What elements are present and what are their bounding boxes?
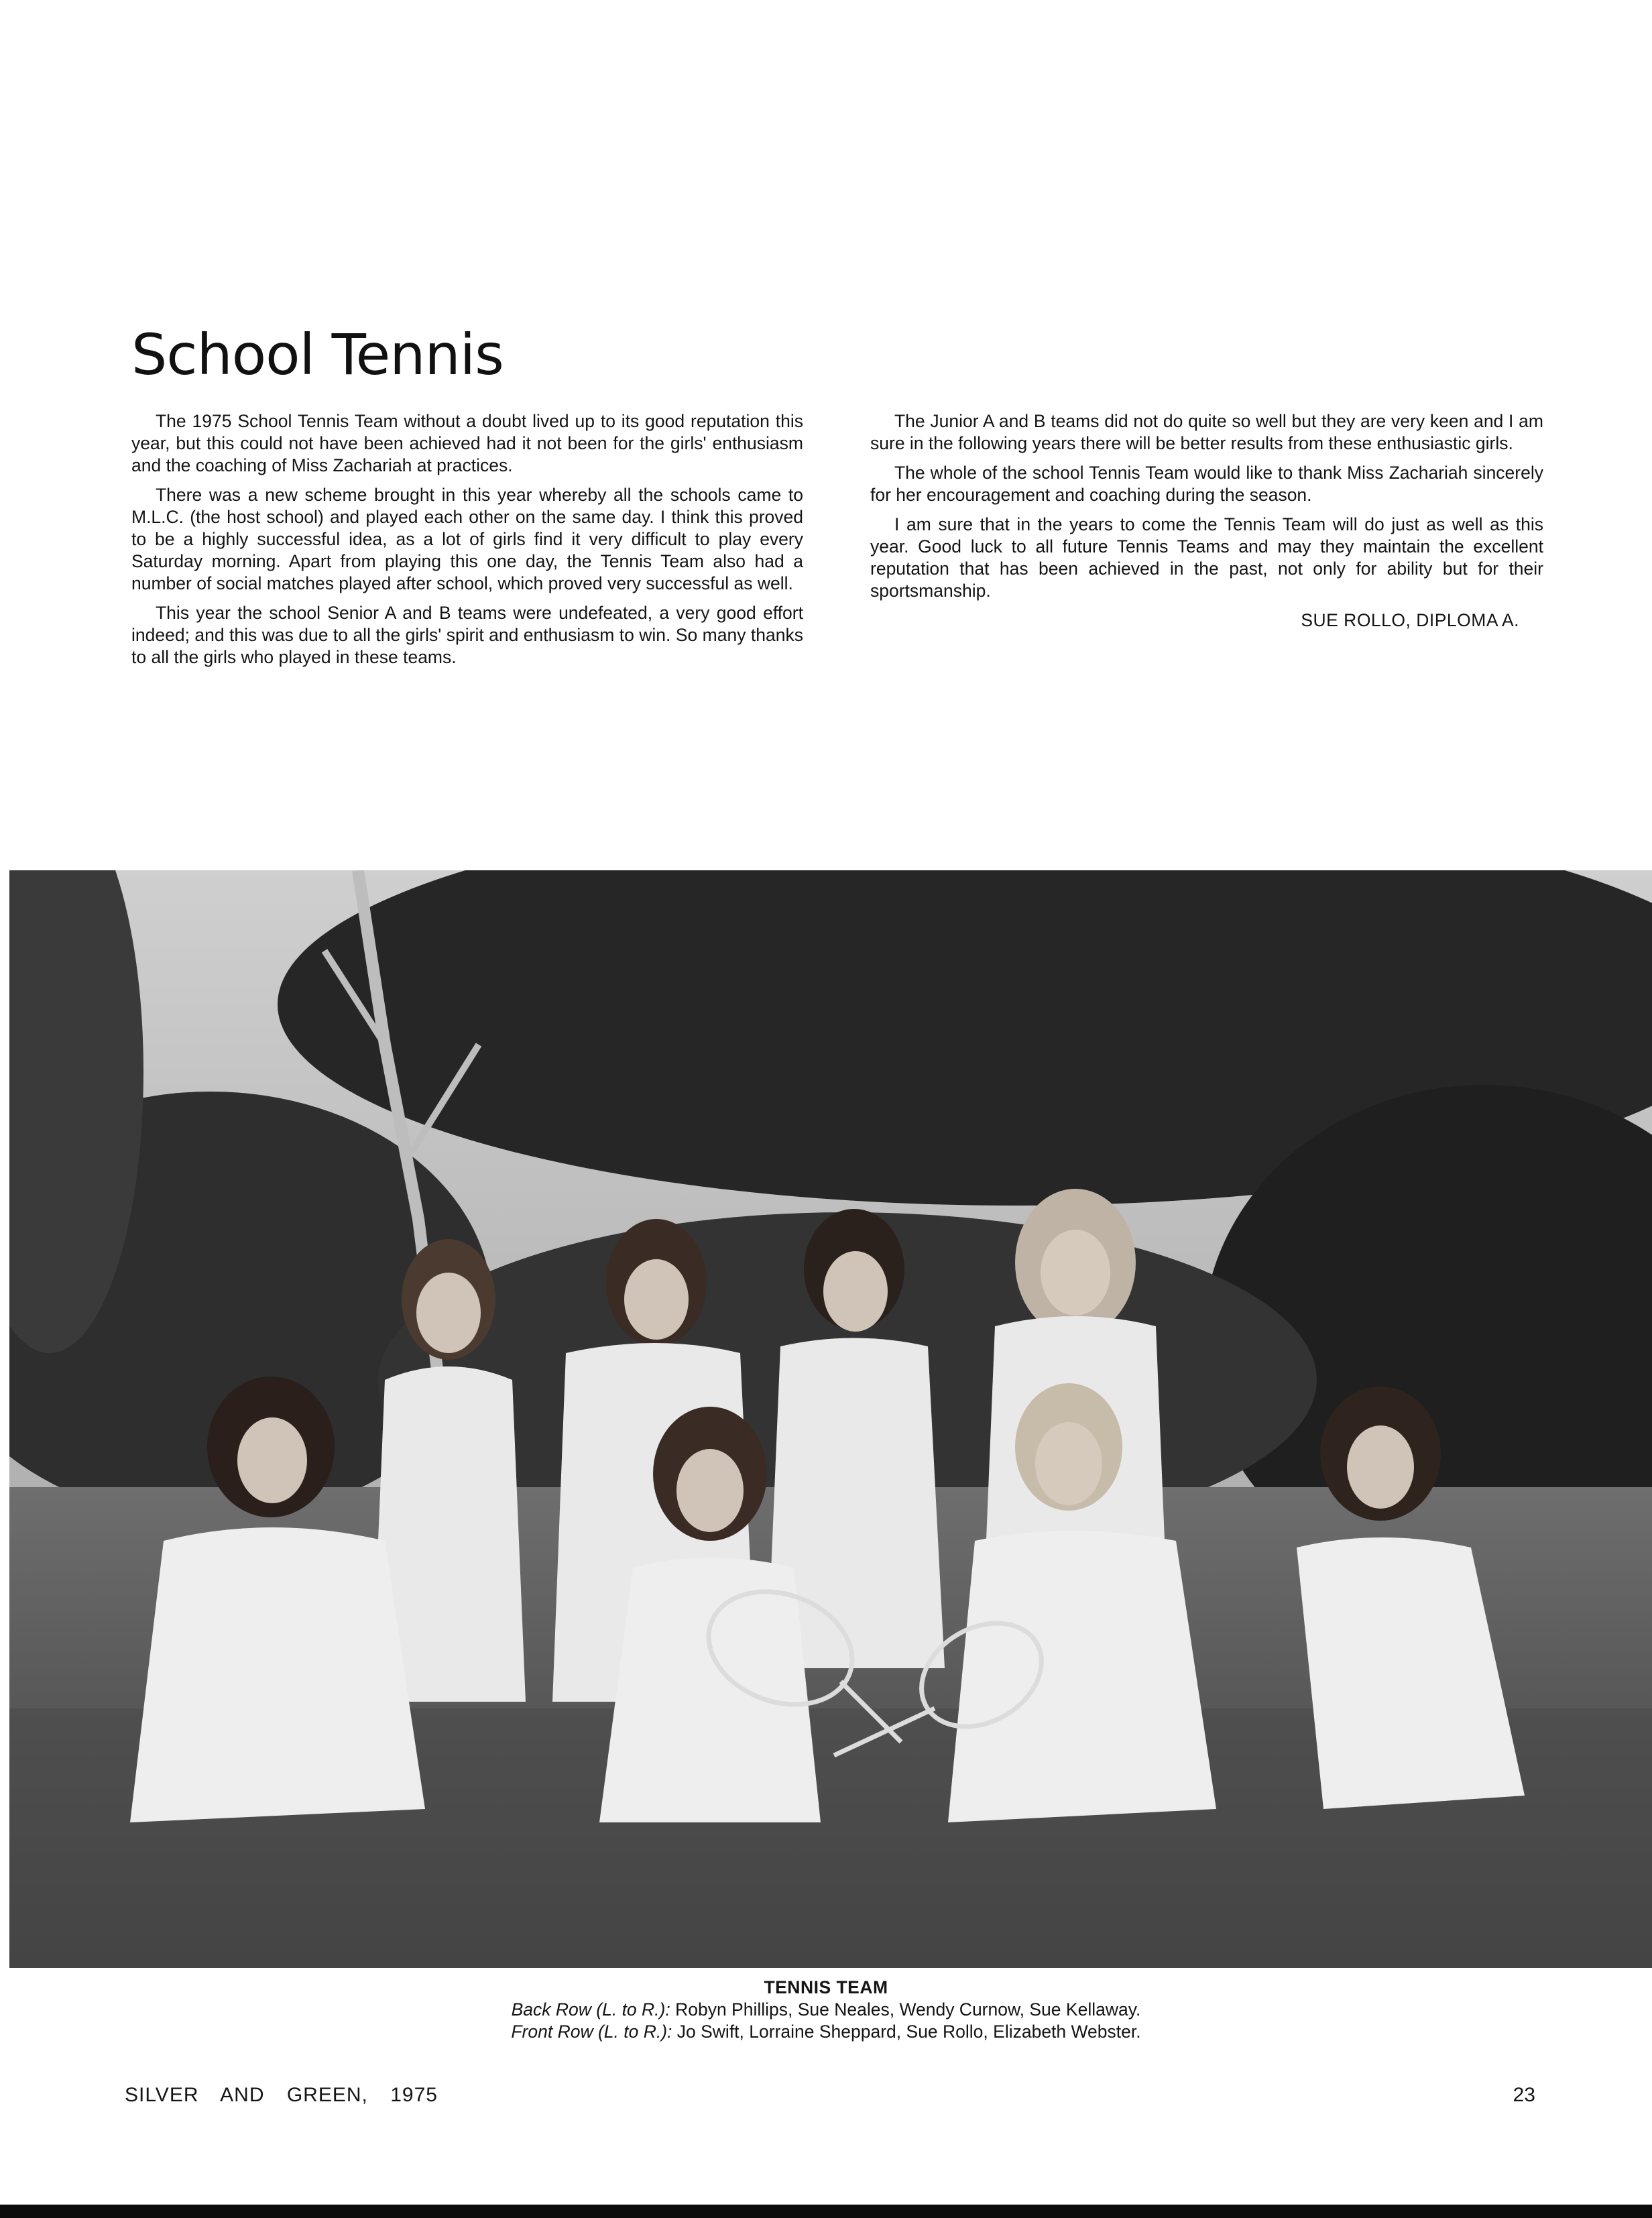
paragraph: This year the school Senior A and B teams were undefeated, a very good effort indeed; and this was due to all the girls' spirit and enthusiasm to win. So many thanks to all the girls who played in these teams. bbox=[131, 603, 803, 667]
back-row-label: Back Row (L. to R.): bbox=[511, 1999, 670, 2020]
photo-caption bbox=[0, 1977, 1652, 2043]
paragraph: The 1975 School Tennis Team without a doubt lived up to its good reputation this year, but this could not have been achieved had it not been for the girls' enthusiasm and the coaching of Miss Zachariah at practices. bbox=[131, 411, 803, 475]
paragraph: The Junior A and B teams did not do quite so well but they are very keen and I am sure in the following years there will be better results from these enthusiastic girls. bbox=[870, 411, 1543, 453]
caption-front-row bbox=[0, 2021, 1652, 2043]
page-edge-shadow bbox=[0, 2205, 1652, 2218]
publication-footer: SILVER AND GREEN, 1975 bbox=[125, 2084, 438, 2106]
team-photo-illustration bbox=[9, 870, 1652, 1968]
paragraph: There was a new scheme brought in this year whereby all the schools came to M.L.C. (the host school) and played each other on the same day. I think this proved to be a highly successful idea, as a lot of girls find it very difficult to play every Saturday morning. Apart from playing this one day, the Tennis Team also had a number of social matches played after school, which proved very successful as well. bbox=[131, 485, 803, 593]
front-row-label: Front Row (L. to R.): bbox=[511, 2022, 672, 2042]
team-photo bbox=[9, 870, 1652, 1968]
page-number: 23 bbox=[1513, 2084, 1535, 2106]
author-signature: SUE ROLLO, DIPLOMA A. bbox=[1301, 610, 1519, 630]
paragraph: The whole of the school Tennis Team would like to thank Miss Zachariah sincerely for her encouragement and coaching during the season. bbox=[870, 463, 1543, 505]
article-title: School Tennis bbox=[131, 322, 504, 388]
caption-title: TENNIS TEAM bbox=[764, 1977, 888, 1997]
article-left-column bbox=[131, 410, 803, 676]
caption-back-row bbox=[0, 1999, 1652, 2021]
paragraph: I am sure that in the years to come the Tennis Team will do just as well as this year. Good luck to all future Tennis Teams and may they maintain the excellent reputation that has been achieved in the past, not only for ability but for their sportsmanship. bbox=[870, 514, 1543, 601]
article-right-column bbox=[870, 410, 1543, 632]
back-row-names: Robyn Phillips, Sue Neales, Wendy Curnow, Sue Kellaway. bbox=[670, 1999, 1141, 2020]
front-row-names: Jo Swift, Lorraine Sheppard, Sue Rollo, Elizabeth Webster. bbox=[672, 2022, 1141, 2042]
